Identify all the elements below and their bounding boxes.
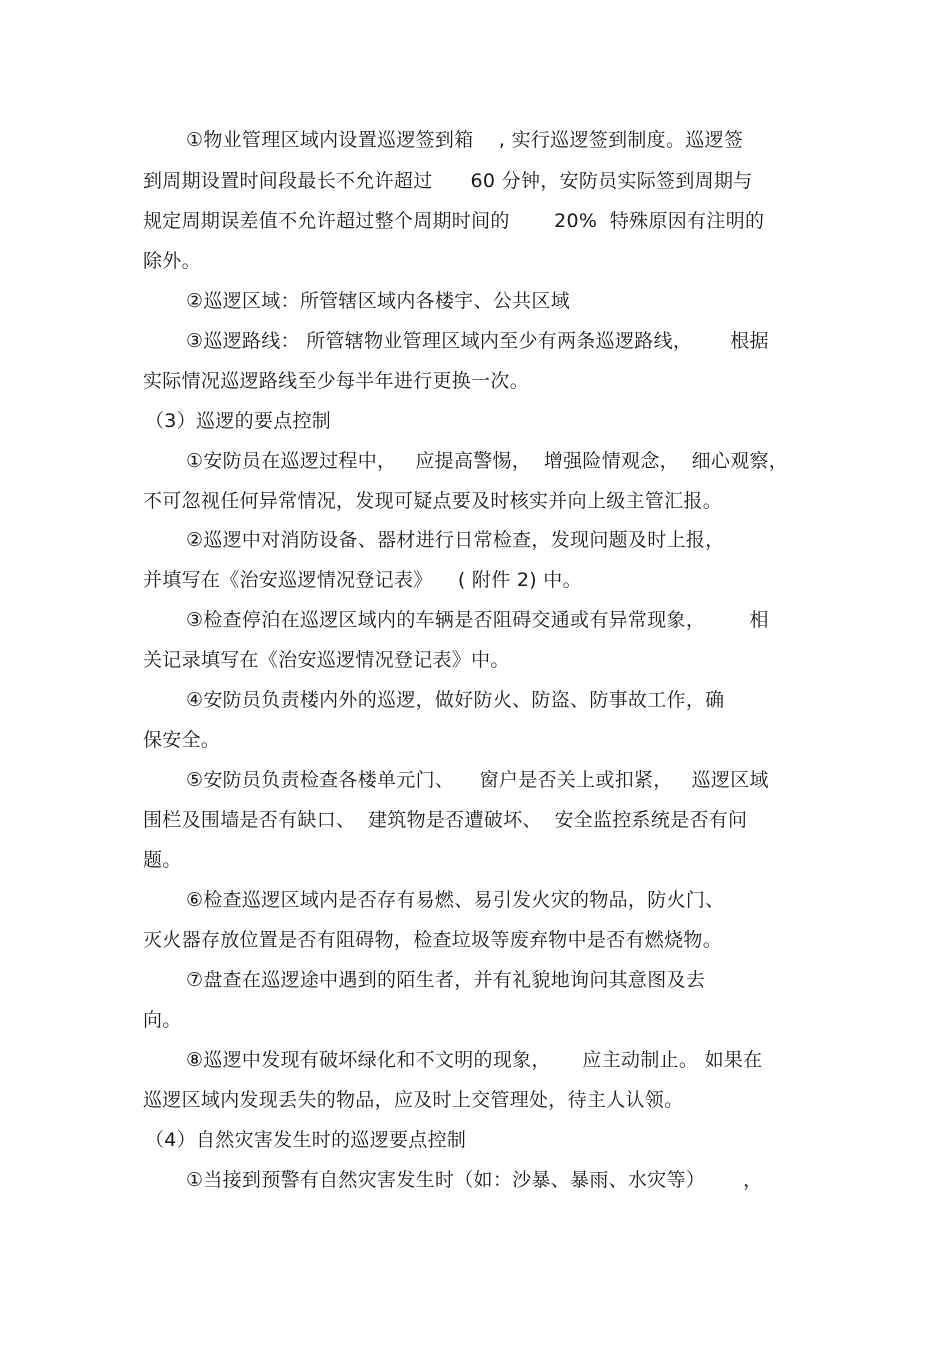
- paragraph-line: ⑦盘查在巡逻途中遇到的陌生者，并有礼貌地询问其意图及去: [186, 969, 706, 991]
- paragraph-line: ①当接到预警有自然灾害发生时（如：沙暴、暴雨、水灾等） ，: [186, 1169, 763, 1191]
- paragraph-line: 保安全。: [143, 729, 221, 751]
- section-heading: （3）巡逻的要点控制: [145, 410, 332, 432]
- paragraph-line: ③巡逻路线： 所管辖物业管理区域内至少有两条巡逻路线， 根据: [186, 330, 769, 352]
- paragraph-line: 巡逻区域内发现丢失的物品，应及时上交管理处，待主人认领。: [143, 1089, 684, 1111]
- paragraph-line: 题。: [143, 849, 182, 871]
- paragraph-line: 到周期设置时间段最长不允许超过 60 分钟，安防员实际签到周期与: [143, 170, 753, 192]
- paragraph-line: 实际情况巡逻路线至少每半年进行更换一次。: [143, 370, 530, 392]
- paragraph-line: 向。: [143, 1009, 182, 1031]
- section-heading: （4）自然灾害发生时的巡逻要点控制: [145, 1129, 467, 1151]
- paragraph-line: 不可忽视任何异常情况，发现可疑点要及时核实并向上级主管汇报。: [143, 490, 723, 512]
- paragraph-line: 规定周期误差值不允许超过整个周期时间的 20% 特殊原因有注明的: [143, 210, 765, 232]
- paragraph-line: 灭火器存放位置是否有阻碍物，检查垃圾等废弃物中是否有燃烧物。: [143, 929, 723, 951]
- paragraph-line: ③检查停泊在巡逻区域内的车辆是否阻碍交通或有异常现象， 相: [186, 609, 769, 631]
- paragraph-line: ②巡逻中对消防设备、器材进行日常检查，发现问题及时上报，: [186, 529, 725, 551]
- paragraph-line: ①物业管理区域内设置巡逻签到箱 , 实行巡逻签到制度。巡逻签: [186, 129, 744, 151]
- paragraph-line: 关记录填写在《治安巡逻情况登记表》中。: [143, 649, 510, 671]
- paragraph-line: ⑤安防员负责检查各楼单元门、 窗户是否关上或扣紧， 巡逻区域: [186, 769, 769, 791]
- paragraph-line: ④安防员负责楼内外的巡逻，做好防火、防盗、防事故工作，确: [186, 689, 725, 711]
- paragraph-line: ①安防员在巡逻过程中， 应提高警惕， 增强险情观念， 细心观察，: [186, 450, 789, 472]
- paragraph-line: ⑥检查巡逻区域内是否存有易燃、易引发火灾的物品，防火门、: [186, 889, 725, 911]
- paragraph-line: ⑧巡逻中发现有破坏绿化和不文明的现象， 应主动制止。 如果在: [186, 1049, 763, 1071]
- paragraph-line: 除外。: [143, 250, 201, 272]
- paragraph-line: 并填写在《治安巡逻情况登记表》 ( 附件 2) 中。: [143, 569, 582, 591]
- paragraph-line: ②巡逻区域：所管辖区域内各楼宇、公共区域: [186, 290, 571, 312]
- paragraph-line: 围栏及围墙是否有缺口、 建筑物是否遭破坏、 安全监控系统是否有问: [143, 809, 748, 831]
